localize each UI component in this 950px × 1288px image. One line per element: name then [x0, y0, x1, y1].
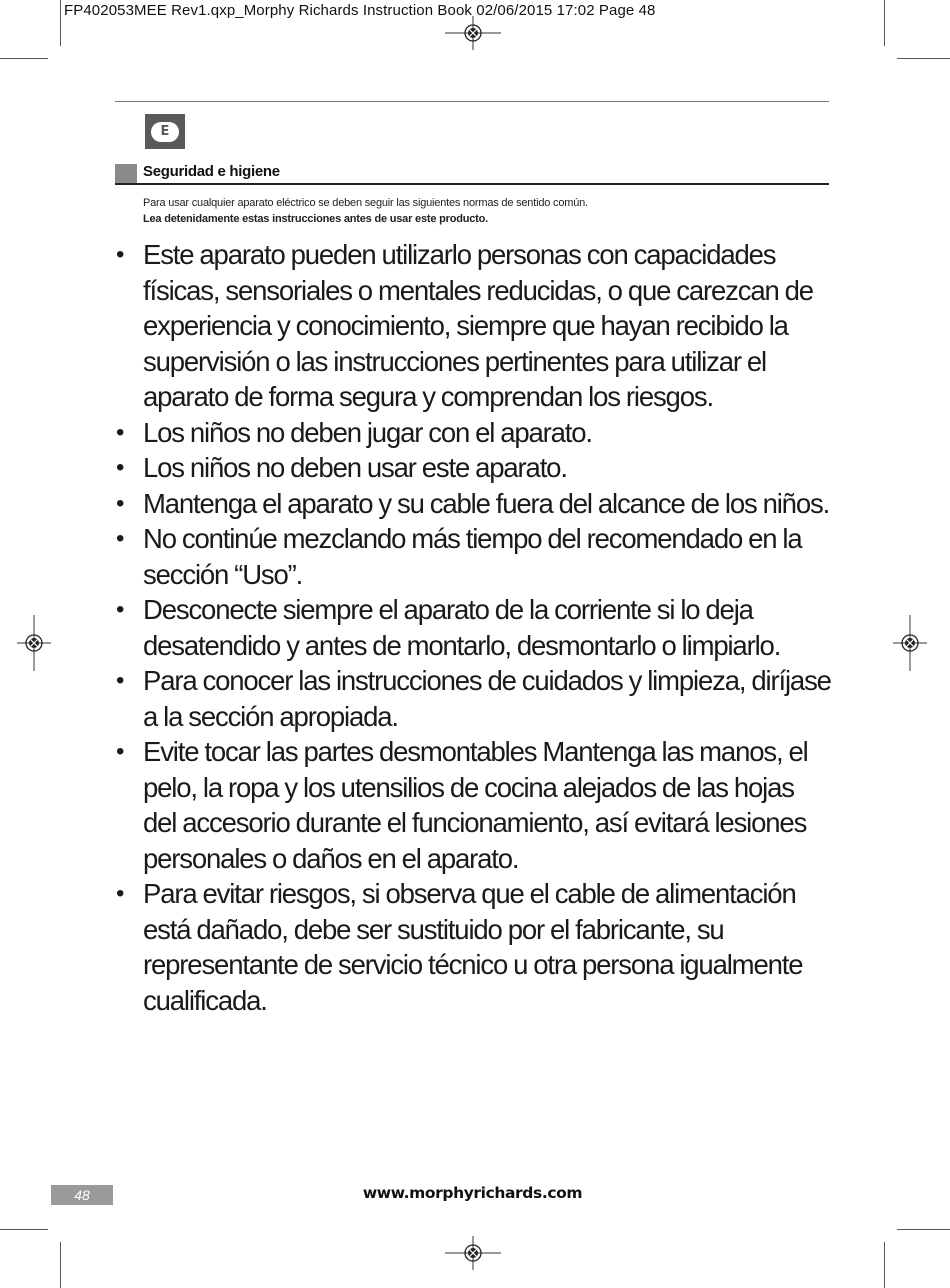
section-intro — [143, 195, 823, 227]
list-item-text: No continúe mezclando más tiempo del recomendado en la sección “Uso”. — [143, 523, 802, 590]
bullet-icon: • — [116, 667, 124, 694]
bullet-icon: • — [116, 241, 124, 268]
intro-warning: Lea detenidamente estas instrucciones antes de usar este producto. — [143, 213, 489, 225]
bullet-icon: • — [116, 489, 124, 517]
crop-mark — [0, 1229, 48, 1230]
crop-mark — [884, 1242, 885, 1288]
bullet-icon: • — [116, 596, 124, 623]
crop-mark — [60, 0, 61, 46]
list-item — [115, 663, 831, 734]
list-item — [115, 237, 831, 415]
crop-mark — [60, 1242, 61, 1288]
list-item-text: Para evitar riesgos, si observa que el cable de alimentación está dañado, debe ser sustituido por el fabricante, su representante de servicio técnico u otra persona igualmente cualificada. — [143, 878, 803, 1016]
intro-text: Para usar cualquier aparato eléctrico se deben seguir las siguientes normas de sentido común. — [143, 197, 588, 209]
crop-mark — [884, 0, 885, 46]
list-item — [115, 415, 831, 451]
registration-mark-icon — [893, 615, 927, 671]
crop-mark — [0, 58, 48, 59]
list-item — [115, 592, 831, 663]
bullet-icon: • — [116, 525, 124, 552]
section-rule — [115, 183, 829, 185]
language-code: E — [151, 122, 179, 142]
bullet-icon: • — [116, 738, 124, 765]
bullet-icon: • — [116, 418, 124, 446]
bullet-icon: • — [116, 454, 124, 481]
footer-url: www.morphyrichards.com — [362, 1184, 583, 1202]
list-item-text: Este aparato pueden utilizarlo personas con capacidades físicas, sensoriales o mentales reducidas, o que carezcan de experiencia y conocimiento, siempre que hayan recibido la supervisión o las instrucciones pertinentes para utilizar el aparato de forma segura y comprendan los riesgos. — [143, 239, 813, 412]
crop-mark — [897, 1229, 950, 1230]
bullet-icon: • — [116, 880, 124, 907]
list-item — [115, 876, 831, 1018]
section-title: Seguridad e higiene — [143, 163, 280, 180]
registration-mark-icon — [445, 1236, 501, 1270]
registration-mark-icon — [445, 16, 501, 50]
list-item-text: Los niños no deben usar este aparato. — [143, 452, 567, 483]
page-number: 48 — [51, 1185, 113, 1205]
language-badge — [145, 114, 185, 149]
registration-mark-icon — [17, 615, 51, 671]
list-item — [115, 486, 831, 522]
header-rule — [115, 101, 829, 102]
list-item-text: Evite tocar las partes desmontables Mantenga las manos, el pelo, la ropa y los utensilios de cocina alejados de las hojas del accesorio durante el funcionamiento, así evitará lesiones personales o daños en el aparato. — [143, 736, 808, 874]
list-item-text: Desconecte siempre el aparato de la corriente si lo deja desatendido y antes de montarlo, desmontarlo o limpiarlo. — [143, 594, 781, 661]
safety-list — [115, 237, 831, 1018]
list-item-text: Para conocer las instrucciones de cuidados y limpieza, diríjase a la sección apropiada. — [143, 665, 831, 732]
list-item-text: Mantenga el aparato y su cable fuera del alcance de los niños. — [143, 487, 830, 519]
list-item-text: Los niños no deben jugar con el aparato. — [143, 416, 592, 448]
printer-slug: FP402053MEE Rev1.qxp_Morphy Richards Instruction Book 02/06/2015 17:02 Page 48 — [64, 2, 656, 19]
section-marker — [115, 164, 137, 184]
list-item — [115, 450, 831, 486]
list-item — [115, 734, 831, 876]
list-item — [115, 521, 831, 592]
crop-mark — [897, 58, 950, 59]
